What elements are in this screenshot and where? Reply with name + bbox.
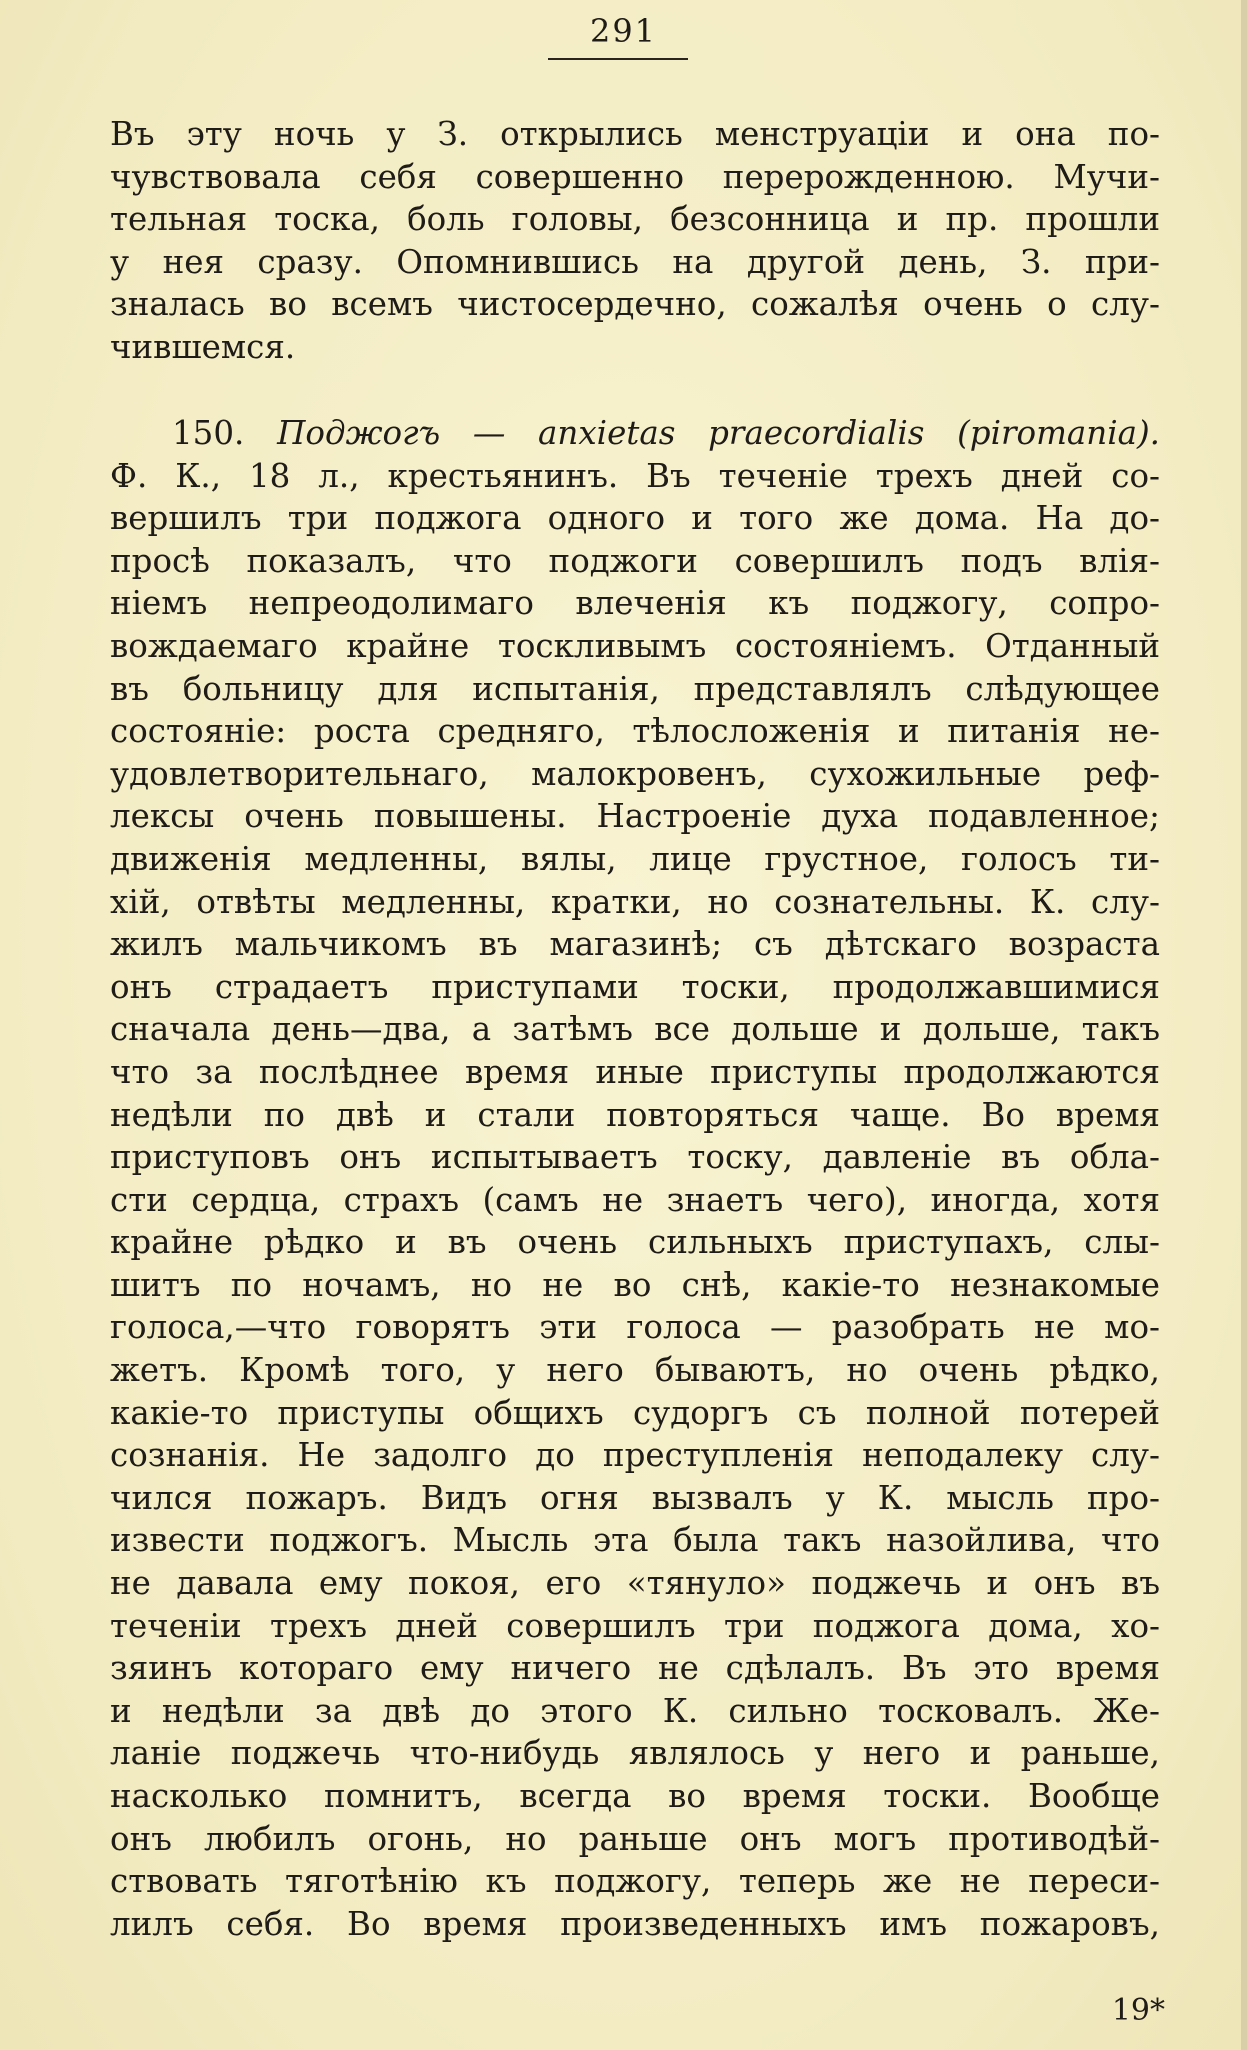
text-line: сначала день—два, а затѣмъ все дольше и дольше, такъ — [110, 1010, 1160, 1049]
case-number: 150. — [172, 414, 245, 452]
text-line: лилъ себя. Во время произведенныхъ имъ пожаровъ, — [110, 1904, 1160, 1943]
text-line: вождаемаго крайне тоскливымъ состояніемъ. Отданный — [110, 626, 1160, 665]
text-line: просѣ показалъ, что поджоги совершилъ подъ влія- — [110, 541, 1160, 580]
text-line: онъ любилъ огонь, но раньше онъ могъ противодѣй- — [110, 1819, 1160, 1858]
text-line: извести поджогъ. Мысль эта была такъ назойлива, что — [110, 1521, 1160, 1560]
text-line: движенія медленны, вялы, лице грустное, голосъ ти- — [110, 839, 1160, 878]
text-line: ланіе поджечь что-нибудь являлось у него и раньше, — [110, 1734, 1160, 1773]
text-line: чился пожаръ. Видъ огня вызвалъ у К. мысль про- — [110, 1478, 1160, 1517]
text-line: какіе-то приступы общихъ судоргъ съ полной потерей — [110, 1393, 1160, 1432]
text-line: что за послѣднее время иные приступы продолжаются — [110, 1052, 1160, 1091]
header-rule — [548, 58, 688, 60]
text-line: вершилъ три поджога одного и того же дома. На до- — [110, 499, 1160, 538]
text-line: удовлетворительнаго, малокровенъ, сухожильные реф- — [110, 754, 1160, 793]
paragraph-2 — [110, 412, 1160, 1945]
text-line: насколько помнитъ, всегда во время тоски. Вообще — [110, 1777, 1160, 1815]
text-line: тельная тоска, боль головы, безсонница и пр. прошли — [110, 200, 1160, 239]
text-line: жетъ. Кромѣ того, у него бываютъ, но очень рѣдко, — [110, 1351, 1160, 1390]
page-edge — [1241, 0, 1247, 2050]
page-number: 291 — [589, 12, 658, 50]
text-line: состояніе: роста средняго, тѣлосложенія и питанія не- — [110, 712, 1160, 751]
text-line: у нея сразу. Опомнившись на другой день, З. при- — [110, 242, 1160, 281]
text-line: зналась во всемъ чистосердечно, сожалѣя очень о слу- — [110, 285, 1160, 324]
text-line: голоса,—что говорятъ эти голоса — разобрать не мо- — [110, 1308, 1160, 1347]
paragraph-1 — [110, 113, 1160, 369]
text-line: крайне рѣдко и въ очень сильныхъ приступахъ, слы- — [110, 1223, 1160, 1262]
text-line: сти сердца, страхъ (самъ не знаетъ чего), иногда, хотя — [110, 1180, 1160, 1219]
text-line: недѣли по двѣ и стали повторяться чаще. Во время — [110, 1095, 1160, 1134]
text-line: лексы очень повышены. Настроеніе духа подавленное; — [110, 797, 1160, 836]
text-line: ствовать тяготѣнію къ поджогу, теперь же не переси- — [110, 1862, 1160, 1901]
text-line: ніемъ непреодолимаго влеченія къ поджогу, сопро- — [110, 584, 1160, 623]
text-line: не давала ему покоя, его «тянуло» поджечь и онъ въ — [110, 1564, 1160, 1603]
case-heading-line — [110, 412, 1160, 455]
text-line: хій, отвѣты медленны, кратки, но сознательны. К. слу- — [110, 882, 1160, 921]
text-line: Ф. К., 18 л., крестьянинъ. Въ теченіе трехъ дней со- — [110, 456, 1160, 495]
text-line: и недѣли за двѣ до этого К. сильно тосковалъ. Же- — [110, 1691, 1160, 1730]
text-line: шитъ по ночамъ, но не во снѣ, какіе-то незнакомые — [110, 1265, 1160, 1304]
text-line: въ больницу для испытанія, представлялъ слѣдующее — [110, 669, 1160, 708]
case-heading: Поджогъ — anxietas praecordialis (piromania). — [277, 414, 1160, 452]
text-line: онъ страдаетъ приступами тоски, продолжавшимися — [110, 967, 1160, 1006]
text-line: зяинъ котораго ему ничего не сдѣлалъ. Въ это время — [110, 1649, 1160, 1688]
text-line: сознанія. Не задолго до преступленія неподалеку слу- — [110, 1436, 1160, 1475]
text-line: приступовъ онъ испытываетъ тоску, давленіе въ обла- — [110, 1138, 1160, 1177]
text-line: жилъ мальчикомъ въ магазинѣ; съ дѣтскаго возраста — [110, 925, 1160, 964]
printer-signature-mark: 19* — [1111, 1993, 1165, 2028]
text-line: теченіи трехъ дней совершилъ три поджога дома, хо- — [110, 1606, 1160, 1645]
text-line: чувствовала себя совершенно перерожденною. Мучи- — [110, 157, 1160, 196]
text-line: чившемся. — [110, 327, 296, 366]
text-line: Въ эту ночь у З. открылись менструаціи и она по- — [110, 115, 1160, 153]
